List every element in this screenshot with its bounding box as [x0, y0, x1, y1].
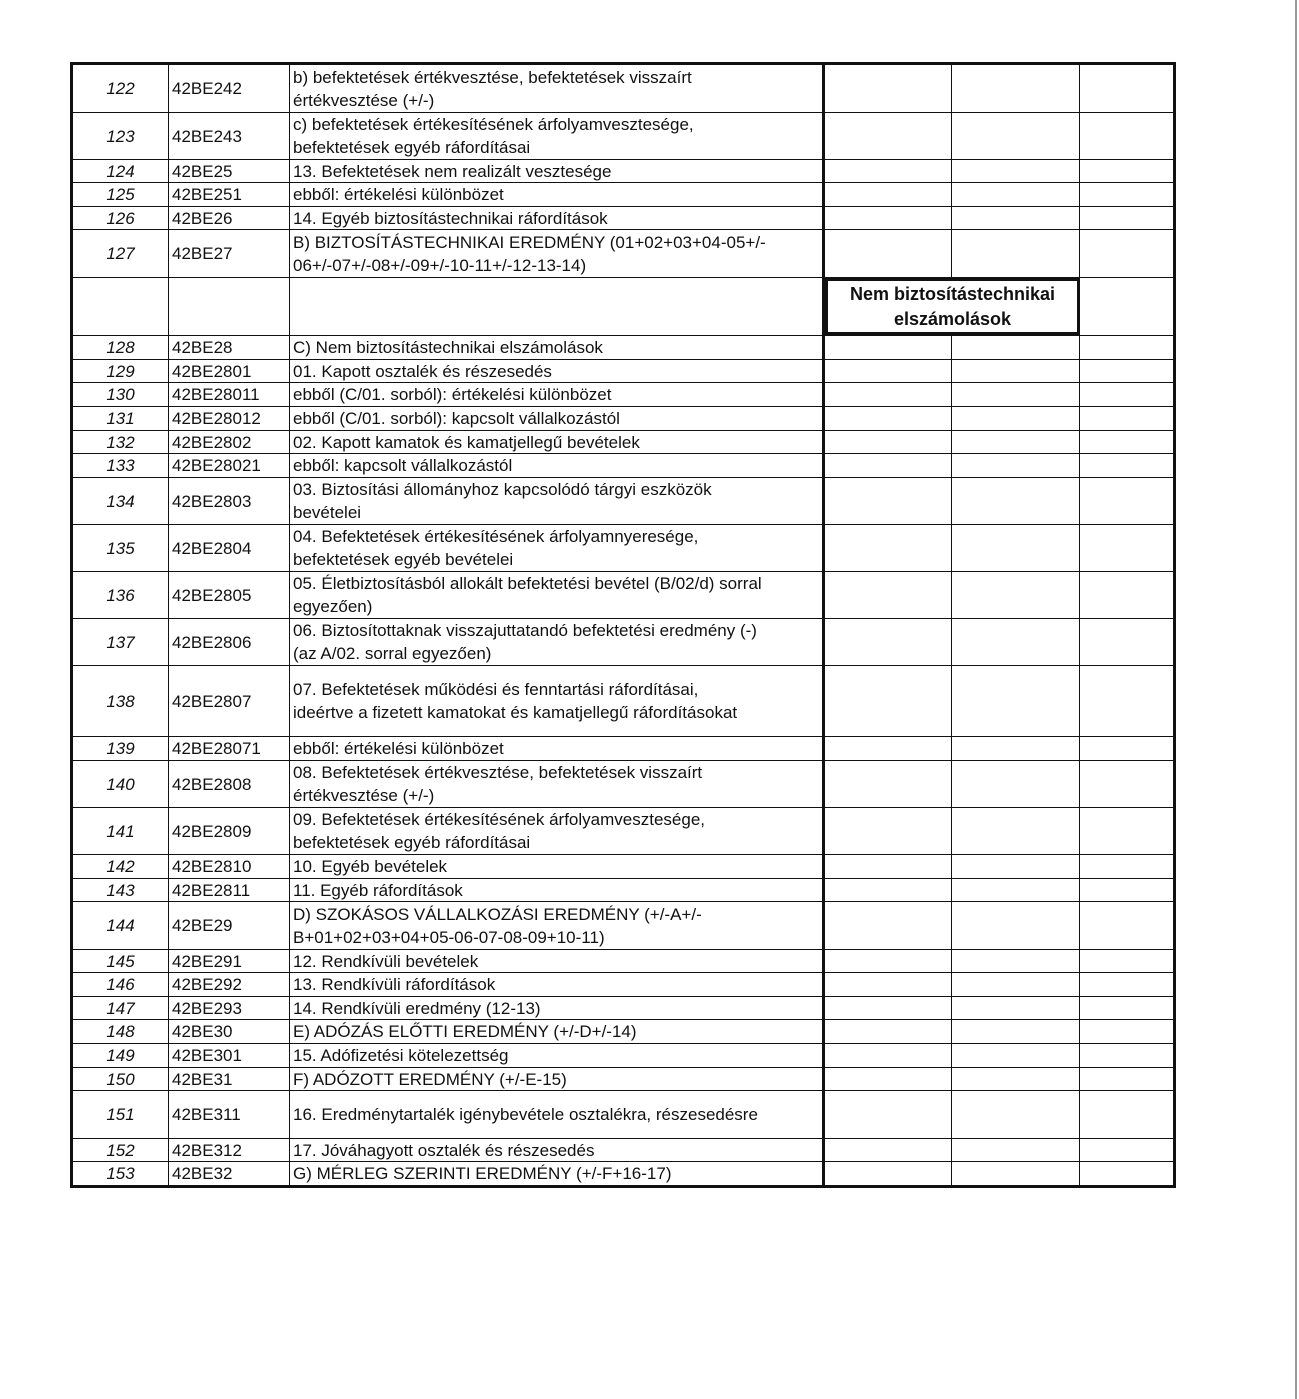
row-description-text: 09. Befektetések értékesítésének árfolyamvesztesége, befektetések egyéb ráfordításai: [293, 810, 706, 852]
row-description-text: 03. Biztosítási állományhoz kapcsolódó tárgyi eszközök bevételei: [293, 480, 712, 522]
value-cell-2[interactable]: [952, 407, 1080, 430]
value-cell-3[interactable]: [1080, 1068, 1173, 1090]
row-description-text: B) BIZTOSÍTÁSTECHNIKAI EREDMÉNY (01+02+03+04-05+/- 06+/-07+/-08+/-09+/-10-11+/-12-13-14): [293, 232, 766, 275]
value-cell-2[interactable]: [952, 113, 1080, 159]
value-cell-1[interactable]: [825, 65, 952, 112]
table-row: [73, 382, 1173, 406]
row-code: 42BE251: [169, 183, 290, 206]
table-row: [73, 665, 1173, 736]
value-cell-3[interactable]: [1080, 207, 1173, 229]
row-code: 42BE2805: [169, 572, 290, 618]
table-row: [73, 807, 1173, 854]
value-cell-1[interactable]: [825, 950, 952, 972]
row-number: 135: [73, 525, 169, 571]
row-code: 42BE242: [169, 65, 290, 112]
value-cell-1[interactable]: [825, 761, 952, 807]
row-number: 123: [73, 113, 169, 159]
row-number: 143: [73, 879, 169, 901]
row-number: 139: [73, 737, 169, 760]
value-cell-2[interactable]: [952, 431, 1080, 453]
row-number: 133: [73, 454, 169, 477]
row-code: 42BE2809: [169, 808, 290, 854]
row-number: 122: [73, 65, 169, 112]
row-description-text: ebből: értékelési különbözet: [293, 739, 504, 758]
row-description: [290, 737, 825, 760]
row-code: 42BE2804: [169, 525, 290, 571]
row-description: [290, 360, 825, 382]
value-cell-3[interactable]: [1080, 65, 1173, 112]
table-row: [73, 901, 1173, 949]
row-number: 126: [73, 207, 169, 229]
row-number: 137: [73, 619, 169, 665]
value-cell-2[interactable]: [952, 879, 1080, 901]
row-code: 42BE2811: [169, 879, 290, 901]
value-cell-1[interactable]: [825, 360, 952, 382]
table-row: [73, 477, 1173, 524]
table-row: [73, 736, 1173, 760]
value-cell-2[interactable]: [952, 737, 1080, 760]
value-cell-3[interactable]: [1080, 478, 1173, 524]
row-code: 42BE29: [169, 902, 290, 949]
row-number: 134: [73, 478, 169, 524]
row-description-text: 14. Egyéb biztosítástechnikai ráfordítások: [293, 208, 608, 228]
row-code: 42BE312: [169, 1139, 290, 1161]
row-code: 42BE293: [169, 997, 290, 1019]
row-description: [290, 572, 825, 618]
row-description: [290, 407, 825, 430]
value-cell-1[interactable]: [825, 1044, 952, 1067]
value-cell-1[interactable]: [825, 160, 952, 182]
row-description-text: C) Nem biztosítástechnikai elszámolások: [293, 338, 603, 357]
row-description-text: G) MÉRLEG SZERINTI EREDMÉNY (+/-F+16-17): [293, 1164, 672, 1183]
table-row: [73, 335, 1173, 359]
row-description-text: 06. Biztosítottaknak visszajuttatandó befektetési eredmény (-) (az A/02. sorral egyezően): [293, 621, 757, 663]
value-cell-2[interactable]: [952, 619, 1080, 665]
row-description: [290, 160, 825, 182]
row-description: [290, 973, 825, 996]
value-cell-2[interactable]: [952, 454, 1080, 477]
row-code: 42BE32: [169, 1162, 290, 1185]
row-code: 42BE243: [169, 113, 290, 159]
value-cell-3[interactable]: [1080, 950, 1173, 972]
row-code: 42BE292: [169, 973, 290, 996]
section-header: [825, 278, 1080, 335]
value-cell-3[interactable]: [1080, 336, 1173, 359]
row-number: 152: [73, 1139, 169, 1161]
value-cell-1[interactable]: [825, 737, 952, 760]
row-description: [290, 183, 825, 206]
value-cell-3[interactable]: [1080, 619, 1173, 665]
table-row: [73, 359, 1173, 382]
row-description-text: ebből (C/01. sorból): értékelési különbözet: [293, 385, 612, 404]
table-row: [73, 1090, 1173, 1138]
row-description: [290, 454, 825, 477]
value-cell-1[interactable]: [825, 973, 952, 996]
value-cell-2[interactable]: [952, 525, 1080, 571]
value-cell-3[interactable]: [1080, 1044, 1173, 1067]
value-cell-3[interactable]: [1080, 666, 1173, 736]
value-cell-2[interactable]: [952, 666, 1080, 736]
row-description-text: ebből: kapcsolt vállalkozástól: [293, 456, 513, 475]
value-cell-2[interactable]: [952, 902, 1080, 949]
value-cell-3[interactable]: [1080, 1139, 1173, 1161]
value-cell-3[interactable]: [1080, 855, 1173, 878]
row-code: 42BE311: [169, 1091, 290, 1138]
row-code: 42BE25: [169, 160, 290, 182]
value-cell-1[interactable]: [825, 113, 952, 159]
value-cell-1[interactable]: [825, 572, 952, 618]
row-description-cell: [290, 278, 825, 335]
value-cell-2[interactable]: [952, 478, 1080, 524]
row-number: 131: [73, 407, 169, 430]
table-row: [73, 112, 1173, 159]
value-cell-3[interactable]: [1080, 454, 1173, 477]
row-description-text: 15. Adófizetési kötelezettség: [293, 1046, 509, 1065]
value-cell-3[interactable]: [1080, 973, 1173, 996]
row-number: 144: [73, 902, 169, 949]
value-cell-1[interactable]: [825, 478, 952, 524]
value-cell-3[interactable]: [1080, 1091, 1173, 1138]
value-cell-3[interactable]: [1080, 160, 1173, 182]
value-cell-2[interactable]: [952, 160, 1080, 182]
value-cell-1[interactable]: [825, 855, 952, 878]
row-description-text: 13. Befektetések nem realizált vesztesége: [293, 161, 612, 181]
value-cell-1[interactable]: [825, 902, 952, 949]
table-row: [73, 1043, 1173, 1067]
value-cell-3[interactable]: [1080, 431, 1173, 453]
value-cell-2[interactable]: [952, 808, 1080, 854]
table-row: [73, 618, 1173, 665]
row-number: 127: [73, 230, 169, 277]
value-cell-3[interactable]: [1080, 737, 1173, 760]
row-number: 153: [73, 1162, 169, 1185]
row-description: [290, 65, 825, 112]
value-cell-3[interactable]: [1080, 183, 1173, 206]
row-number: 138: [73, 666, 169, 736]
row-code: 42BE291: [169, 950, 290, 972]
value-cell-3[interactable]: [1080, 383, 1173, 406]
right-margin-line: [1295, 0, 1297, 1399]
table-row: [73, 206, 1173, 229]
row-description-text: 05. Életbiztosításból allokált befektetési bevétel (B/02/d) sorral egyezően): [293, 574, 762, 616]
value-cell-2[interactable]: [952, 1162, 1080, 1185]
table-row: [73, 878, 1173, 901]
table-row: [73, 571, 1173, 618]
table-row: [73, 1019, 1173, 1043]
value-cell-3[interactable]: [1080, 407, 1173, 430]
value-cell-1[interactable]: [825, 383, 952, 406]
row-description-text: 02. Kapott kamatok és kamatjellegű bevételek: [293, 432, 640, 452]
table-row: [73, 524, 1173, 571]
row-description-text: 12. Rendkívüli bevételek: [293, 951, 479, 971]
row-number: 149: [73, 1044, 169, 1067]
row-number: 150: [73, 1068, 169, 1090]
value-cell-1[interactable]: [825, 1020, 952, 1043]
table-row: [73, 229, 1173, 277]
row-description: [290, 666, 825, 736]
row-number: 125: [73, 183, 169, 206]
row-number: 130: [73, 383, 169, 406]
value-cell-2[interactable]: [952, 1068, 1080, 1090]
row-code: 42BE2802: [169, 431, 290, 453]
value-cell-1[interactable]: [825, 808, 952, 854]
row-description: [290, 525, 825, 571]
row-code: 42BE2808: [169, 761, 290, 807]
value-cell-3[interactable]: [1080, 879, 1173, 901]
table-row: [73, 1138, 1173, 1161]
value-cell-3[interactable]: [1080, 113, 1173, 159]
value-cell-1[interactable]: [825, 230, 952, 277]
value-cell-2[interactable]: [952, 230, 1080, 277]
value-cell-1[interactable]: [825, 1068, 952, 1090]
value-cell-2[interactable]: [952, 1139, 1080, 1161]
value-cell-1[interactable]: [825, 997, 952, 1019]
row-description-text: F) ADÓZOTT EREDMÉNY (+/-E-15): [293, 1069, 567, 1089]
row-description: [290, 383, 825, 406]
value-cell-2[interactable]: [952, 1020, 1080, 1043]
row-description: [290, 336, 825, 359]
value-cell-2[interactable]: [952, 950, 1080, 972]
row-code: 42BE28011: [169, 383, 290, 406]
table-row: [73, 949, 1173, 972]
row-description-text: 11. Egyéb ráfordítások: [293, 880, 463, 900]
row-description-text: ebből: értékelési különbözet: [293, 185, 504, 204]
row-description: [290, 207, 825, 229]
value-cell-1[interactable]: [825, 454, 952, 477]
row-number: 129: [73, 360, 169, 382]
row-code: 42BE31: [169, 1068, 290, 1090]
value-cell-2[interactable]: [952, 383, 1080, 406]
row-description: [290, 761, 825, 807]
row-number: 148: [73, 1020, 169, 1043]
table-row: [73, 430, 1173, 453]
row-description-text: 10. Egyéb bevételek: [293, 857, 448, 876]
section-header-label: Nem biztosítástechnikai elszámolások: [849, 283, 1056, 329]
row-code: 42BE2806: [169, 619, 290, 665]
table-row: [73, 65, 1173, 112]
row-description: [290, 113, 825, 159]
value-cell-1[interactable]: [825, 431, 952, 453]
value-cell-2[interactable]: [952, 1091, 1080, 1138]
value-cell-1[interactable]: [825, 207, 952, 229]
row-description: [290, 619, 825, 665]
value-cell-3[interactable]: [1080, 278, 1173, 335]
row-number: 142: [73, 855, 169, 878]
row-number: 128: [73, 336, 169, 359]
row-description-text: D) SZOKÁSOS VÁLLALKOZÁSI EREDMÉNY (+/-A+/- B+01+02+03+04+05-06-07-08-09+10-11): [293, 904, 702, 947]
row-number: 146: [73, 973, 169, 996]
value-cell-2[interactable]: [952, 997, 1080, 1019]
value-cell-3[interactable]: [1080, 902, 1173, 949]
table-row: [73, 972, 1173, 996]
row-description-text: 16. Eredménytartalék igénybevétele osztalékra, részesedésre: [293, 1105, 758, 1124]
row-description-text: c) befektetések értékesítésének árfolyamvesztesége, befektetések egyéb ráfordításai: [293, 115, 694, 157]
row-number-cell: [73, 278, 169, 335]
row-description-text: ebből (C/01. sorból): kapcsolt vállalkozástól: [293, 409, 620, 428]
row-description: [290, 950, 825, 972]
row-code: 42BE28: [169, 336, 290, 359]
row-description: [290, 431, 825, 453]
value-cell-1[interactable]: [825, 619, 952, 665]
table-row: [73, 1067, 1173, 1090]
value-cell-3[interactable]: [1080, 360, 1173, 382]
row-number: 147: [73, 997, 169, 1019]
value-cell-2[interactable]: [952, 855, 1080, 878]
row-description: [290, 855, 825, 878]
table-row: [73, 760, 1173, 807]
value-cell-1[interactable]: [825, 666, 952, 736]
row-code: 42BE28021: [169, 454, 290, 477]
section-header-row: [73, 277, 1173, 335]
row-description: [290, 808, 825, 854]
row-code: 42BE27: [169, 230, 290, 277]
row-code: 42BE28012: [169, 407, 290, 430]
row-description: [290, 1091, 825, 1138]
row-description: [290, 1068, 825, 1090]
value-cell-3[interactable]: [1080, 1020, 1173, 1043]
row-description: [290, 230, 825, 277]
row-description-text: E) ADÓZÁS ELŐTTI EREDMÉNY (+/-D+/-14): [293, 1022, 637, 1041]
row-code: 42BE2810: [169, 855, 290, 878]
value-cell-1[interactable]: [825, 1162, 952, 1185]
table-row: [73, 996, 1173, 1019]
value-cell-1[interactable]: [825, 336, 952, 359]
row-description-text: 17. Jóváhagyott osztalék és részesedés: [293, 1140, 595, 1160]
value-cell-3[interactable]: [1080, 525, 1173, 571]
value-cell-3[interactable]: [1080, 997, 1173, 1019]
row-description: [290, 1044, 825, 1067]
value-cell-2[interactable]: [952, 1044, 1080, 1067]
row-description: [290, 902, 825, 949]
row-code: 42BE2801: [169, 360, 290, 382]
value-cell-2[interactable]: [952, 360, 1080, 382]
value-cell-2[interactable]: [952, 183, 1080, 206]
row-number: 124: [73, 160, 169, 182]
value-cell-2[interactable]: [952, 207, 1080, 229]
row-description: [290, 478, 825, 524]
table-row: [73, 159, 1173, 182]
row-description-text: 07. Befektetések működési és fenntartási ráfordításai, ideértve a fizetett kamatokat és kamatjellegű ráfordításokat: [293, 680, 738, 722]
row-description-text: 04. Befektetések értékesítésének árfolyamnyeresége, befektetések egyéb bevételei: [293, 527, 699, 569]
report-table: [70, 62, 1176, 1188]
row-code: 42BE28071: [169, 737, 290, 760]
value-cell-2[interactable]: [952, 761, 1080, 807]
row-number: 132: [73, 431, 169, 453]
row-code: 42BE2807: [169, 666, 290, 736]
row-description-text: b) befektetések értékvesztése, befektetések visszaírt értékvesztése (+/-): [293, 67, 692, 110]
row-description: [290, 879, 825, 901]
row-code: 42BE2803: [169, 478, 290, 524]
value-cell-3[interactable]: [1080, 808, 1173, 854]
row-description-text: 13. Rendkívüli ráfordítások: [293, 975, 496, 994]
row-code: 42BE30: [169, 1020, 290, 1043]
table-row: [73, 182, 1173, 206]
value-cell-3[interactable]: [1080, 230, 1173, 277]
table-row: [73, 1161, 1173, 1185]
value-cell-3[interactable]: [1080, 572, 1173, 618]
row-description: [290, 1162, 825, 1185]
row-description: [290, 1139, 825, 1161]
row-description: [290, 1020, 825, 1043]
row-code: 42BE26: [169, 207, 290, 229]
table-row: [73, 406, 1173, 430]
value-cell-1[interactable]: [825, 407, 952, 430]
row-number: 136: [73, 572, 169, 618]
value-cell-3[interactable]: [1080, 1162, 1173, 1185]
value-cell-1[interactable]: [825, 1091, 952, 1138]
row-number: 151: [73, 1091, 169, 1138]
row-description: [290, 997, 825, 1019]
value-cell-1[interactable]: [825, 879, 952, 901]
value-cell-2[interactable]: [952, 65, 1080, 112]
row-description-text: 14. Rendkívüli eredmény (12-13): [293, 998, 541, 1018]
value-cell-2[interactable]: [952, 973, 1080, 996]
table-row: [73, 854, 1173, 878]
table-row: [73, 453, 1173, 477]
value-cell-1[interactable]: [825, 525, 952, 571]
row-code-cell: [169, 278, 290, 335]
row-number: 145: [73, 950, 169, 972]
value-cell-1[interactable]: [825, 183, 952, 206]
value-cell-2[interactable]: [952, 336, 1080, 359]
row-code: 42BE301: [169, 1044, 290, 1067]
row-description-text: 01. Kapott osztalék és részesedés: [293, 361, 552, 381]
row-description-text: 08. Befektetések értékvesztése, befektetések visszaírt értékvesztése (+/-): [293, 763, 703, 805]
value-cell-3[interactable]: [1080, 761, 1173, 807]
row-number: 140: [73, 761, 169, 807]
row-number: 141: [73, 808, 169, 854]
value-cell-2[interactable]: [952, 572, 1080, 618]
value-cell-1[interactable]: [825, 1139, 952, 1161]
